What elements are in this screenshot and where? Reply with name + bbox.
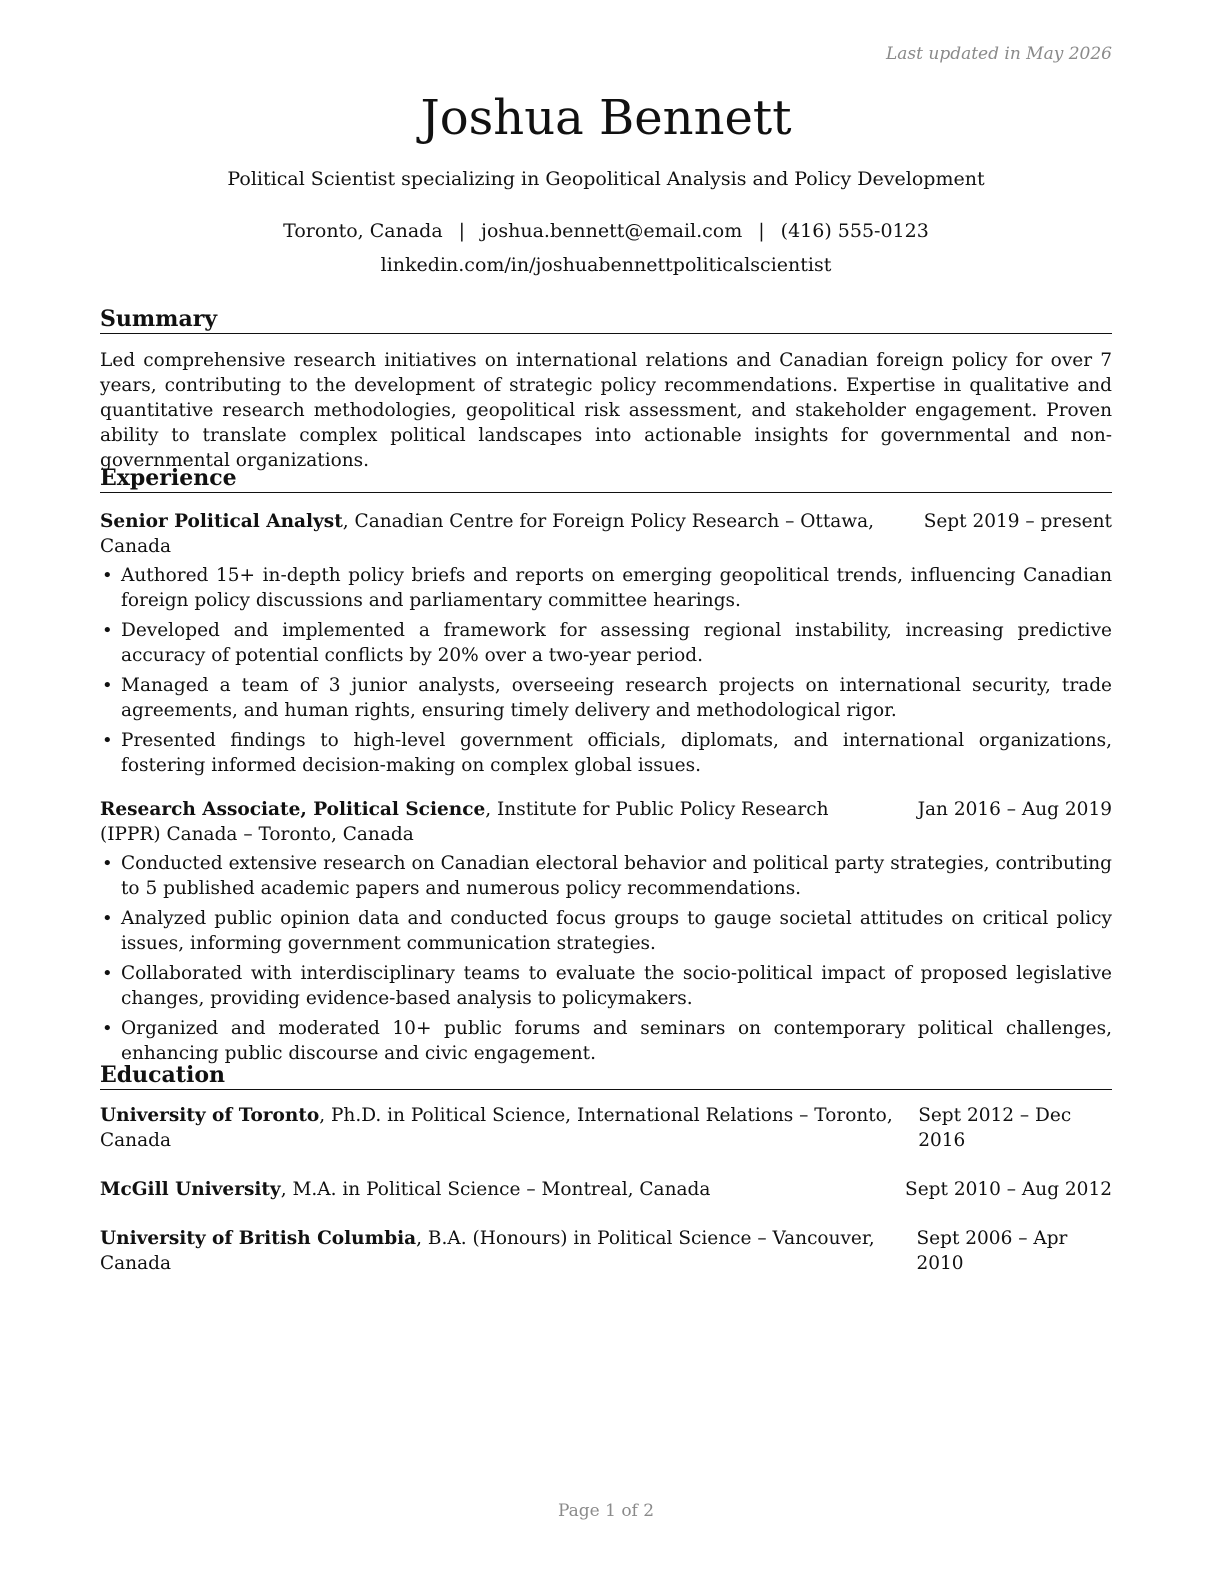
summary-text: Led comprehensive research initiatives on international relations and Canadian foreign policy for over 7 years, contributing to the development of strategic policy recommendations. Expertise in qualitative and quantitative research methodologies, geopolitical risk assessment, and stakeholder engagement. Proven ability to translate complex political landscapes into actionable insights for governmental and non-governmental organizations.: [100, 350, 1112, 471]
education-dates: Sept 2010 – Aug 2012: [905, 1179, 1112, 1200]
education-dates: Sept 2012 – Dec 2016: [918, 1105, 1072, 1151]
job-bullets: [100, 851, 1112, 1066]
degree-detail: , B.A. (Honours) in Political Science – Vancouver, Canada: [100, 1228, 875, 1274]
location-text: Toronto, Canada: [283, 220, 443, 242]
last-updated-note: Last updated in May 2026: [885, 44, 1112, 64]
bullet-item: • Conducted extensive research on Canadian electoral behavior and political party strategies, contributing to 5 published academic papers and numerous policy recommendations.: [100, 851, 1112, 901]
phone-text: (416) 555-0123: [780, 220, 929, 242]
section-title-summary: Summary: [100, 305, 1112, 334]
degree-detail: , Ph.D. in Political Science, International Relations – Toronto, Canada: [100, 1105, 893, 1151]
job-entry: [100, 509, 1112, 778]
bullet-item: • Managed a team of 3 junior analysts, overseeing research projects on international security, trade agreements, and human rights, ensuring timely delivery and methodological rigor.: [100, 673, 1112, 723]
school-name: McGill University: [100, 1179, 281, 1200]
email-link[interactable]: joshua.bennett@email.com: [481, 220, 743, 242]
school-name: University of British Columbia: [100, 1228, 417, 1249]
job-header: [100, 797, 1112, 847]
job-dates: Jan 2016 – Aug 2019: [917, 799, 1112, 820]
job-role: Senior Political Analyst: [100, 511, 343, 532]
job-role: Research Associate, Political Science: [100, 799, 486, 820]
education-dates: Sept 2006 – Apr 2010: [916, 1228, 1068, 1274]
degree-detail: , M.A. in Political Science – Montreal, Canada: [280, 1179, 711, 1200]
contact-separator: |: [458, 220, 466, 242]
education-entry: [100, 1103, 1112, 1153]
candidate-tagline: Political Scientist specializing in Geopolitical Analysis and Policy Development: [227, 168, 985, 190]
bullet-item: • Authored 15+ in-depth policy briefs and reports on emerging geopolitical trends, influencing Canadian foreign policy discussions and parliamentary committee hearings.: [100, 563, 1112, 613]
bullet-item: • Analyzed public opinion data and conducted focus groups to gauge societal attitudes on critical policy issues, informing government communication strategies.: [100, 906, 1112, 956]
bullet-item: • Collaborated with interdisciplinary teams to evaluate the socio-political impact of proposed legislative changes, providing evidence-based analysis to policymakers.: [100, 961, 1112, 1011]
summary-section: [100, 305, 1112, 473]
candidate-name: Joshua Bennett: [420, 90, 792, 146]
education-entry: [100, 1177, 1112, 1202]
linkedin-link[interactable]: linkedin.com/in/joshuabennettpoliticalscientist: [380, 254, 832, 276]
job-organization: , Institute for Public Policy Research (IPPR) Canada – Toronto, Canada: [100, 799, 829, 845]
job-dates: Sept 2019 – present: [923, 511, 1112, 532]
job-header: [100, 509, 1112, 559]
job-bullets: [100, 563, 1112, 778]
contact-separator: |: [758, 220, 765, 242]
section-title-experience: Experience: [100, 464, 1112, 493]
contact-line: [100, 218, 1112, 244]
experience-section: [100, 464, 1112, 1071]
education-entry: [100, 1226, 1112, 1276]
bullet-item: • Presented findings to high-level government officials, diplomats, and international organizations, fostering informed decision-making on complex global issues.: [100, 728, 1112, 778]
job-organization: , Canadian Centre for Foreign Policy Research – Ottawa, Canada: [100, 511, 875, 557]
section-title-education: Education: [100, 1061, 1112, 1090]
bullet-item: • Developed and implemented a framework for assessing regional instability, increasing predictive accuracy of potential conflicts by 20% over a two-year period.: [100, 618, 1112, 668]
resume-page: [100, 0, 1112, 1584]
bullet-item: • Organized and moderated 10+ public forums and seminars on contemporary political challenges, enhancing public discourse and civic engagement.: [100, 1016, 1112, 1066]
page-number: Page 1 of 2: [557, 1501, 655, 1521]
education-section: [100, 1061, 1112, 1276]
school-name: University of Toronto: [100, 1105, 320, 1126]
job-entry: [100, 797, 1112, 1066]
